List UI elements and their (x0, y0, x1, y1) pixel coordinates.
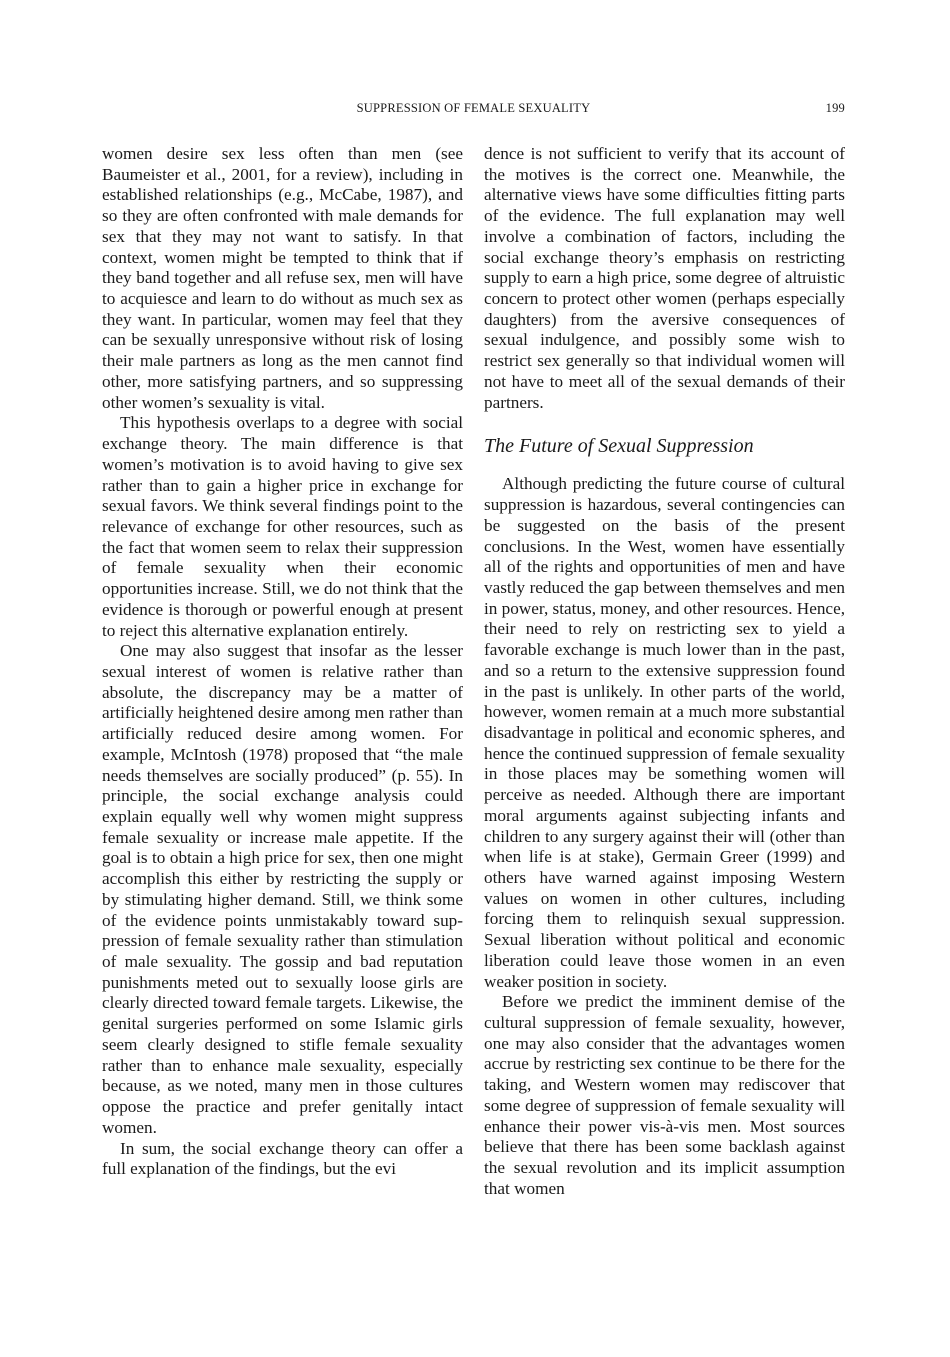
paragraph: women desire sex less often than men (see Baumeister et al., 2001, for a review), including in established relationships (e.g., McCabe, 1987), and so they are often confronted with male demands for sex that they may not want to satisfy. In that context, women might be tempted to think that if they band together and all refuse sex, men will have to acquiesce and learn to do without as much sex as they want. In particular, women may feel that they can be sexually unresponsive without risk of losing their male partners as long as the men cannot find other, more satisfying partners, and so suppressing other women’s sexuality is vital. (102, 144, 463, 412)
paragraph: This hypothesis overlaps to a degree with social exchange theory. The main difference is that women’s motivation is to avoid having to give sex rather than to gain a higher price in exchange for sexual favors. We think several findings point to the relevance of exchange for other resources, such as the fact that women seem to relax their suppression of female sexuality when their economic opportunities increase. Still, we do not think that the evidence is thorough or powerful enough at present to reject this alternative explanation entirely. (102, 413, 463, 640)
section-heading: The Future of Sexual Suppression (484, 435, 754, 458)
page-number: 199 (825, 101, 845, 115)
right-column (484, 144, 845, 1200)
paragraph: One may also suggest that insofar as the lesser sexual interest of women is relative rather than absolute, the discrepancy may be a matter of artificially heightened desire among men rather than artificially reduced desire among women. For example, McIntosh (1978) proposed that “the male needs themselves are socially produced” (p. 55). In principle, the social exchange analysis could explain equally well why women might suppress female sexuality or increase male appetite. If the goal is to obtain a high price for sex, then one might accomplish this either by restricting the supply or by stimulating higher demand. Still, we think some of the evidence points unmistakably toward suppression of female sexuality rather than stimulation of male sexuality. The gossip and bad reputation punishments meted out to sexually loose girls are clearly directed toward female targets. Likewise, the genital surgeries performed on some Islamic girls seem clearly designed to stifle female sexuality rather than to enhance male sexuality, especially because, as we noted, many men in those cultures oppose the practice and prefer genitally intact women. (102, 641, 463, 1137)
paragraph: Before we predict the imminent demise of the cultural suppression of female sexuality, however, one may also consider that the advantages women accrue by restricting sex continue to be there for the taking, and Western women may rediscover that some degree of suppression of female sexuality will enhance their power vis-à-vis men. Most sources believe that there has been some backlash against the sexual revolution and its implicit assumption that women (484, 992, 845, 1198)
paragraph: dence is not sufficient to verify that its account of the motives is the correct one. Meanwhile, the alternative views have some difficulties fitting parts of the evidence. The full explanation may well involve a combination of factors, including the social exchange theory’s emphasis on restricting supply to earn a high price, some degree of altruistic concern to protect other women (perhaps especially daughters) from the aversive consequences of sexual indulgence, and possibly some wish to restrict sex generally so that individual women will not have to meet all of the sexual demands of their partners. (484, 144, 845, 412)
running-title: SUPPRESSION OF FEMALE SEXUALITY (356, 101, 591, 115)
left-column (102, 144, 463, 1180)
paragraph: Although predicting the future course of cultural suppression is hazardous, several contingencies can be suggested on the basis of the present conclusions. In the West, women have essentially all of the rights and opportunities of men and have vastly reduced the gap between themselves and men in power, status, money, and other resources. Hence, their need to rely on restricting sex to yield a favorable exchange is much lower than in the past, and so a return to the extensive suppression found in the past is unlikely. In other parts of the world, however, women remain at a much more substantial disadvantage in political and economic spheres, and hence the continued suppression of female sexuality in those places may be something women will perceive as needed. Although there are important moral arguments against subjecting infants and children to any surgery against their will (other than when life is at stake), Germain Greer (1999) and others have warned against imposing Western values on women in other cultures, including forcing them to relinquish sexual suppression. Sexual liberation without political and economic liberation could leave those women in an even weaker position in society. (484, 474, 845, 991)
paragraph: In sum, the social exchange theory can offer a full explanation of the findings, but the evi (102, 1138, 463, 1179)
